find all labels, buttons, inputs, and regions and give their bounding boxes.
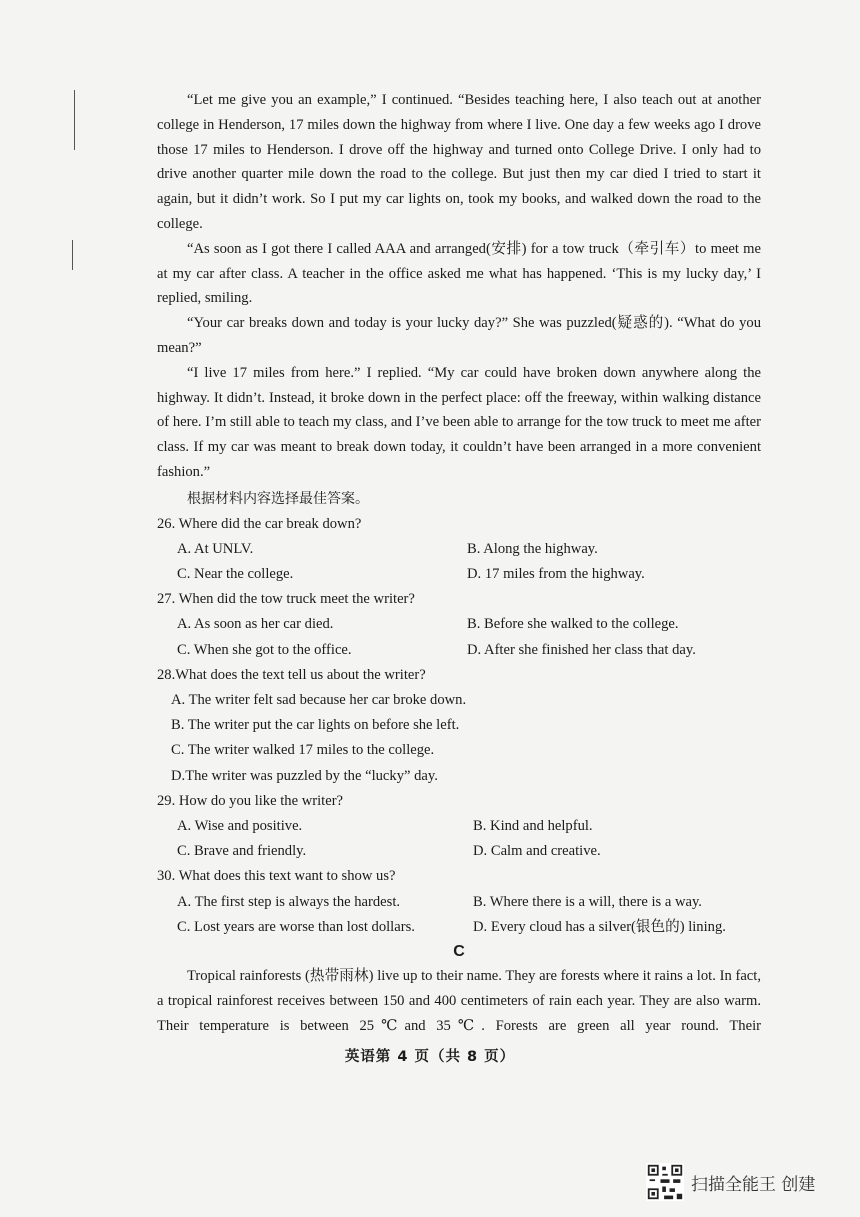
option-d: D.The writer was puzzled by the “lucky” day.	[171, 767, 438, 784]
question-29-stem: 29. How do you like the writer?	[157, 792, 344, 809]
option-b: B. Kind and helpful.	[473, 817, 593, 834]
option-d: D. Every cloud has a silver(银色的) lining.	[473, 918, 726, 935]
instruction: 根据材料内容选择最佳答案。	[187, 490, 369, 507]
option-d: D. After she finished her class that day.	[467, 641, 696, 658]
option-d: D. Calm and creative.	[473, 843, 601, 860]
question-27-options	[157, 612, 761, 662]
question-27-stem: 27. When did the tow truck meet the writer?	[157, 591, 415, 608]
question-29-options	[157, 814, 761, 864]
option-b: B. Before she walked to the college.	[467, 616, 679, 633]
page-footer: 英语第 4 页（共 8 页）	[344, 1049, 516, 1065]
question-28-stem: 28.What does the text tell us about the writer?	[157, 666, 426, 683]
question-26-stem: 26. Where did the car break down?	[157, 515, 362, 532]
option-b: B. Along the highway.	[467, 540, 598, 557]
section-heading: C	[453, 943, 465, 960]
option-a: A. The first step is always the hardest.	[177, 893, 401, 910]
option-a: A. Wise and positive.	[177, 817, 303, 834]
margin-mark	[72, 240, 73, 270]
option-c: C. Near the college.	[177, 565, 294, 582]
question-30-options	[157, 890, 761, 940]
option-a: A. At UNLV.	[177, 540, 254, 557]
passage-paragraph: “I live 17 miles from here.” I replied. “My car could have broken down anywhere along the highway. It didn’t. Instead, it broke down in the perfect place: off the freeway, within walking distance of here. I’m still able to teach my class, and I’ve been able to arrange for the tow truck to meet me after class. If my car was meant to break down today, it couldn’t have been arranged in a more convenient fashion.”	[157, 364, 761, 480]
option-c: C. Lost years are worse than lost dollars.	[177, 918, 415, 935]
passage-paragraph: Tropical rainforests (热带雨林) live up to their name. They are forests where it rains a lot. In fact, a tropical rainforest receives between 150 and 400 centimeters of rain each year. They are also warm. Their temperature is between 25℃and 35℃. Forests are green all year round. Their	[157, 968, 761, 1034]
option-a: A. The writer felt sad because her car broke down.	[171, 691, 467, 708]
passage-paragraph: “As soon as I got there I called AAA and arranged(安排) for a tow truck（牵引车）to meet me at my car after class. A teacher in the office asked me what has happened. ‘This is my lucky day,’ I replied, smiling.	[157, 240, 761, 307]
page-content	[157, 88, 761, 1038]
option-c: C. Brave and friendly.	[177, 843, 307, 860]
option-b: B. The writer put the car lights on before she left.	[171, 717, 460, 734]
option-a: A. As soon as her car died.	[177, 616, 334, 633]
question-26-options	[157, 537, 761, 587]
option-c: C. When she got to the office.	[177, 641, 352, 658]
option-c: C. The writer walked 17 miles to the college.	[171, 742, 435, 759]
scanner-watermark	[646, 1163, 815, 1201]
qr-code-icon	[646, 1163, 684, 1201]
option-d: D. 17 miles from the highway.	[467, 565, 645, 582]
question-30-stem: 30. What does this text want to show us?	[157, 868, 396, 885]
option-b: B. Where there is a will, there is a way.	[473, 893, 702, 910]
watermark-text: 扫描全能王 创建	[691, 1174, 816, 1195]
passage-paragraph: “Let me give you an example,” I continued. “Besides teaching here, I also teach out at another college in Henderson, 17 miles down the highway from where I live. One day a few weeks ago I drove those 17 miles to Henderson. I drove off the highway and turned onto College Drive. I only had to drive another quarter mile down the road to the college. But just then my car died I tried to start it again, but it didn’t work. So I put my car lights on, took my books, and walked down the road to the college.	[157, 92, 761, 232]
passage-paragraph: “Your car breaks down and today is your lucky day?” She was puzzled(疑惑的). “What do you mean?”	[157, 315, 761, 356]
margin-mark	[74, 90, 75, 150]
